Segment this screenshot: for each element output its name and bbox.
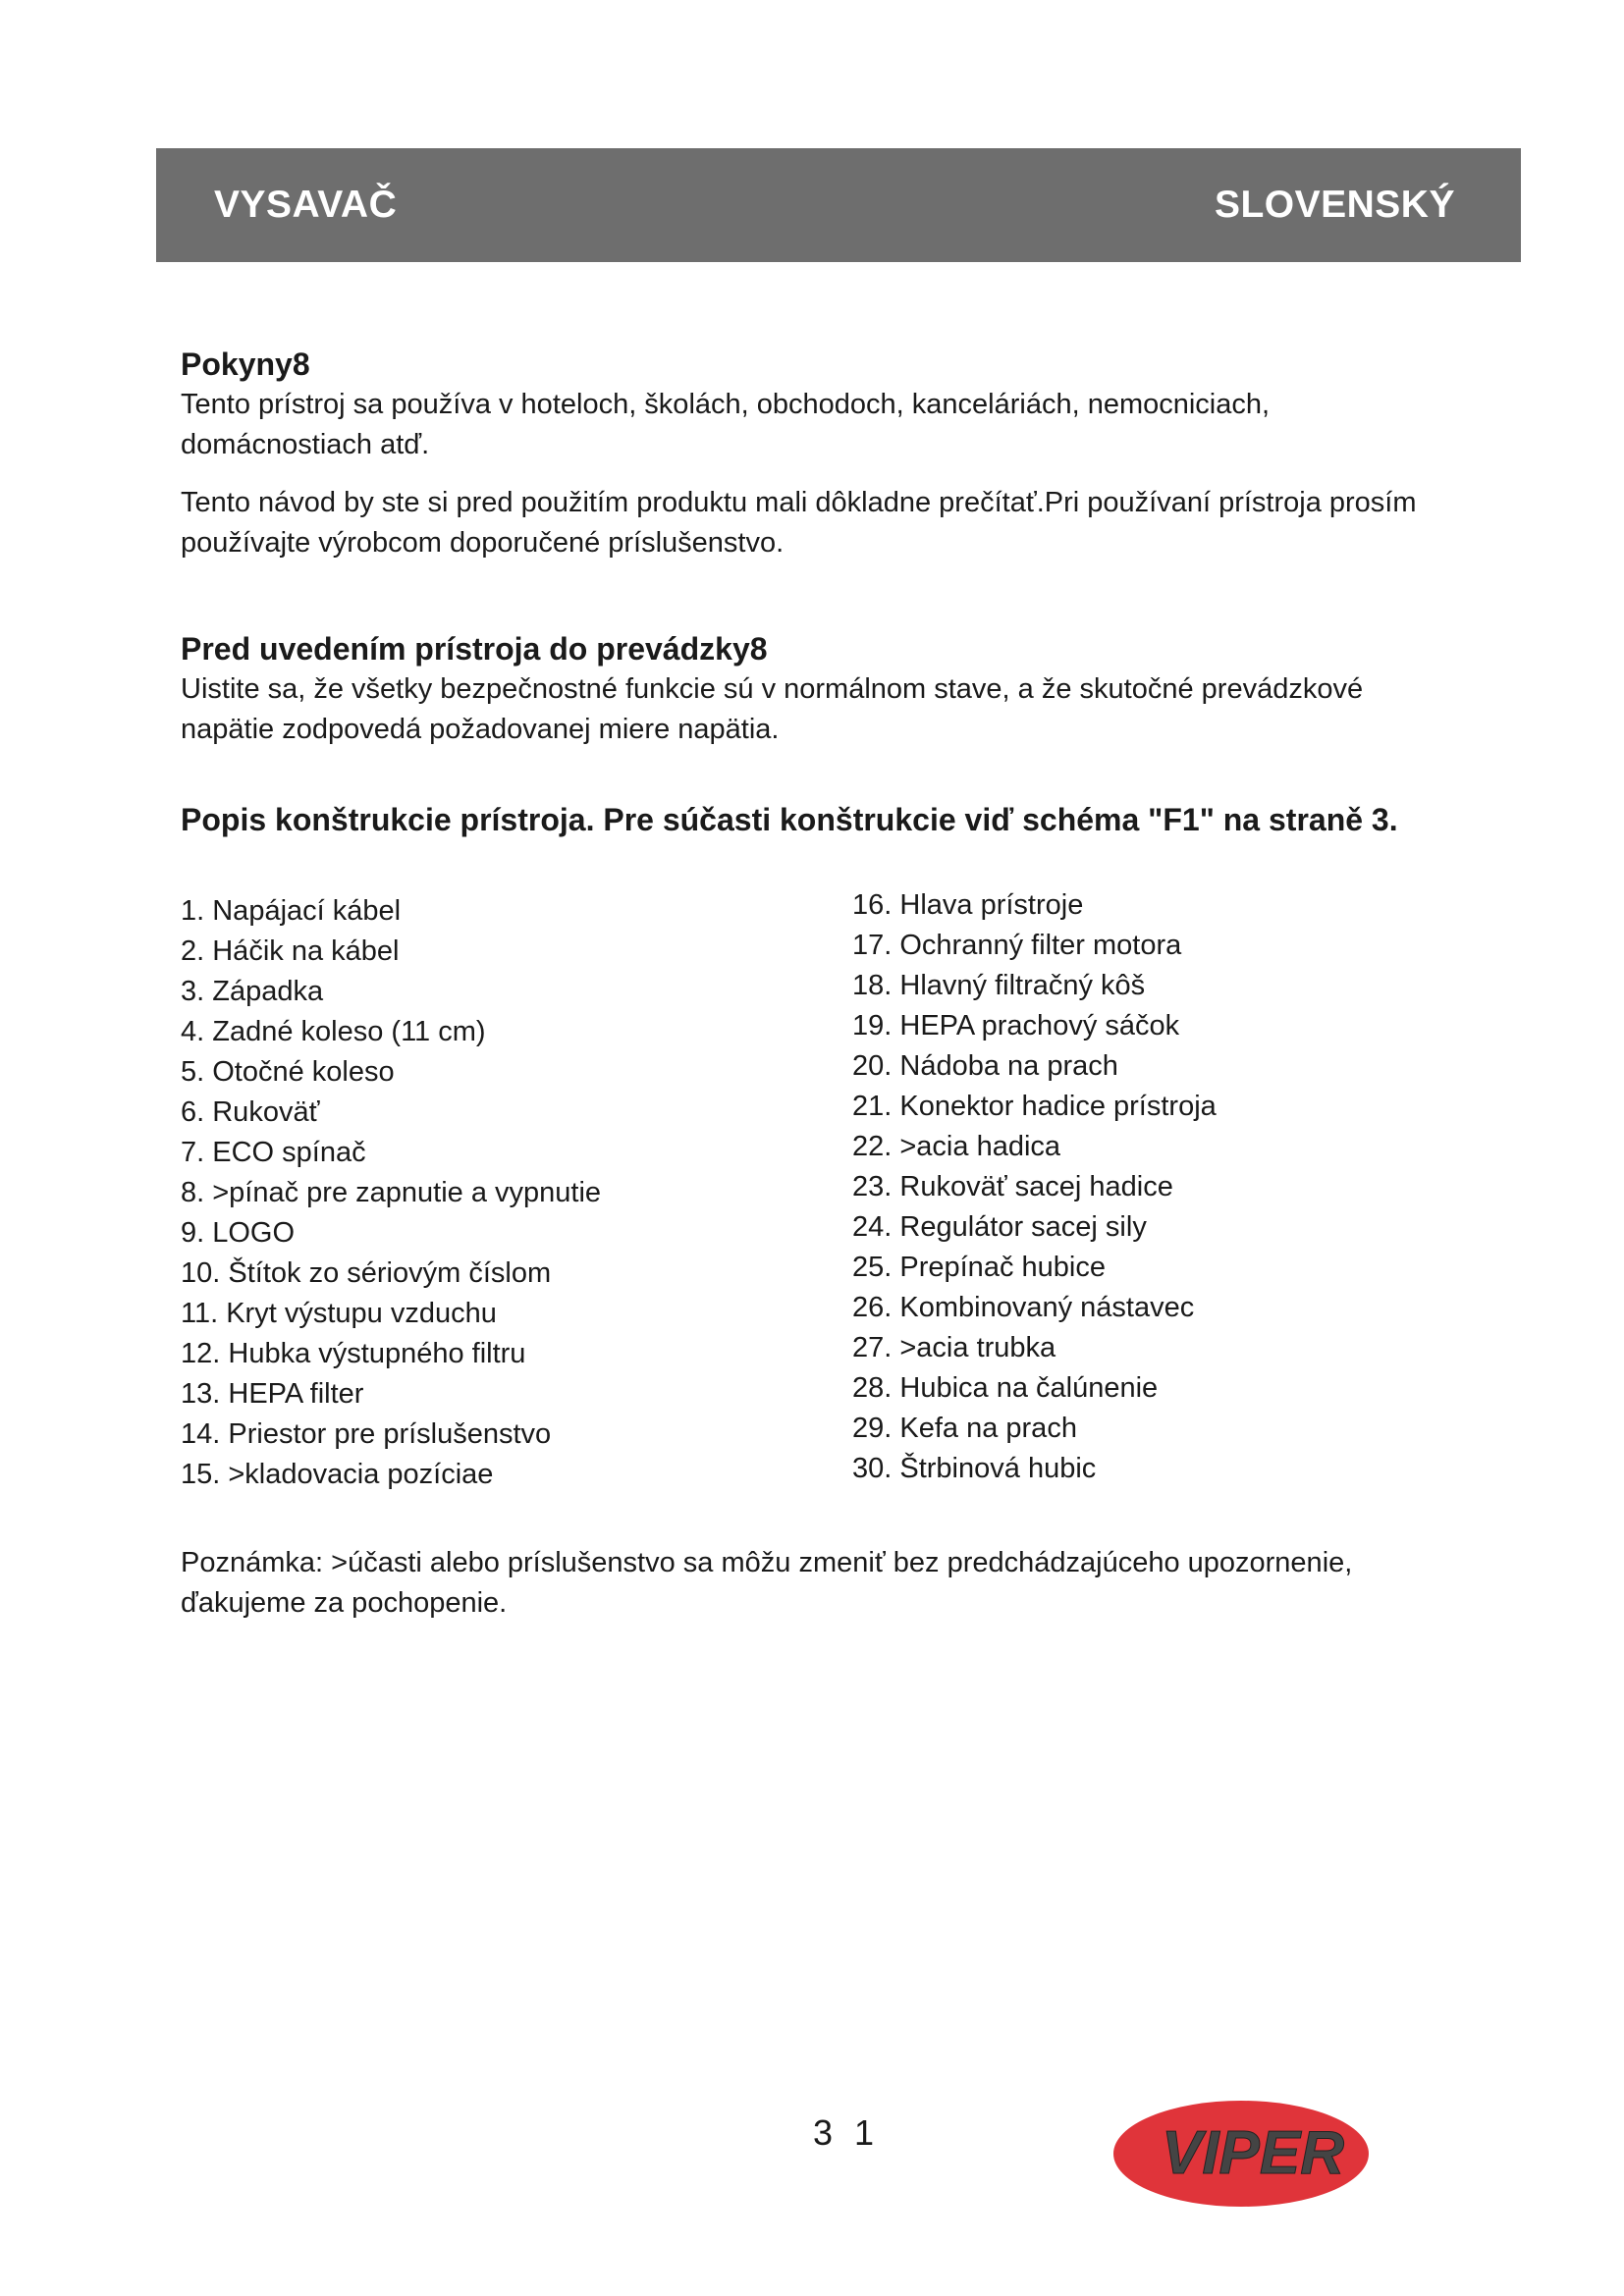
list-item: 28. Hubica na čalúnenie — [852, 1372, 1159, 1404]
list-item: 13. HEPA filter — [181, 1378, 364, 1410]
section-title-instructions: Pokyny8 — [181, 347, 310, 382]
list-item: 9. LOGO — [181, 1217, 296, 1249]
list-item: 10. Štítok zo sériovým číslom — [181, 1257, 552, 1289]
list-item: 11. Kryt výstupu vzduchu — [181, 1298, 497, 1329]
list-item: 25. Prepínač hubice — [852, 1252, 1106, 1283]
list-item: 2. Háčik na kábel — [181, 935, 400, 967]
section-title-before-use: Pred uvedením prístroja do prevádzky8 — [181, 631, 768, 667]
list-item: 15. >kladovacia pozíciae — [181, 1459, 494, 1490]
list-item: 16. Hlava prístroje — [852, 889, 1084, 921]
note-paragraph: Poznámka: >účasti alebo príslušenstvo sa môžu zmeniť bez predchádzajúceho upozornenie, ďakujeme za pochopenie. — [181, 1547, 1353, 1619]
instructions-paragraph-1: Tento prístroj sa používa v hoteloch, školách, obchodoch, kanceláriách, nemocniciach, domácnostiach atď. — [181, 389, 1271, 460]
list-item: 18. Hlavný filtračný kôš — [852, 970, 1146, 1001]
list-item: 29. Kefa na prach — [852, 1413, 1077, 1444]
list-item: 30. Štrbinová hubic — [852, 1453, 1097, 1484]
list-item: 23. Rukoväť sacej hadice — [852, 1171, 1173, 1202]
parts-list-left — [181, 891, 809, 1495]
list-item: 7. ECO spínač — [181, 1137, 366, 1168]
list-item: 12. Hubka výstupného filtru — [181, 1338, 526, 1369]
list-item: 6. Rukoväť — [181, 1096, 320, 1128]
document-body — [181, 344, 1457, 1624]
header-bar — [156, 148, 1521, 262]
parts-list-right — [852, 885, 1481, 1489]
list-item: 5. Otočné koleso — [181, 1056, 395, 1088]
list-item: 14. Priestor pre príslušenstvo — [181, 1418, 552, 1450]
list-item: 21. Konektor hadice prístroja — [852, 1091, 1217, 1122]
list-item: 8. >pínač pre zapnutie a vypnutie — [181, 1177, 602, 1208]
parts-lists — [181, 891, 1457, 1520]
section-title-parts: Popis konštrukcie prístroja. Pre súčasti konštrukcie viď schéma "F1" na straně 3. — [181, 802, 1398, 837]
header-title: VYSAVAČ — [214, 184, 398, 226]
viper-logo — [1108, 2093, 1375, 2211]
list-item: 26. Kombinovaný nástavec — [852, 1292, 1195, 1323]
before-use-paragraph: Uistite sa, že všetky bezpečnostné funkcie sú v normálnom stave, a že skutočné prevádzkové napätie zodpovedá požadovanej miere napätia. — [181, 673, 1364, 745]
header-language: SLOVENSKÝ — [1214, 184, 1455, 226]
list-item: 17. Ochranný filter motora — [852, 930, 1182, 961]
list-item: 1. Napájací kábel — [181, 895, 402, 927]
page-number: 3 1 — [813, 2112, 881, 2153]
instructions-paragraph-2: Tento návod by ste si pred použitím produktu mali dôkladne prečítať.Pri používaní prístroja prosím používajte výrobcom doporučené príslušenstvo. — [181, 487, 1417, 559]
logo-text: VIPER — [1161, 2119, 1345, 2187]
list-item: 24. Regulátor sacej sily — [852, 1211, 1147, 1243]
list-item: 3. Západka — [181, 976, 324, 1007]
list-item: 20. Nádoba na prach — [852, 1050, 1118, 1082]
list-item: 4. Zadné koleso (11 cm) — [181, 1016, 486, 1047]
list-item: 19. HEPA prachový sáčok — [852, 1010, 1180, 1041]
list-item: 22. >acia hadica — [852, 1131, 1061, 1162]
list-item: 27. >acia trubka — [852, 1332, 1056, 1363]
